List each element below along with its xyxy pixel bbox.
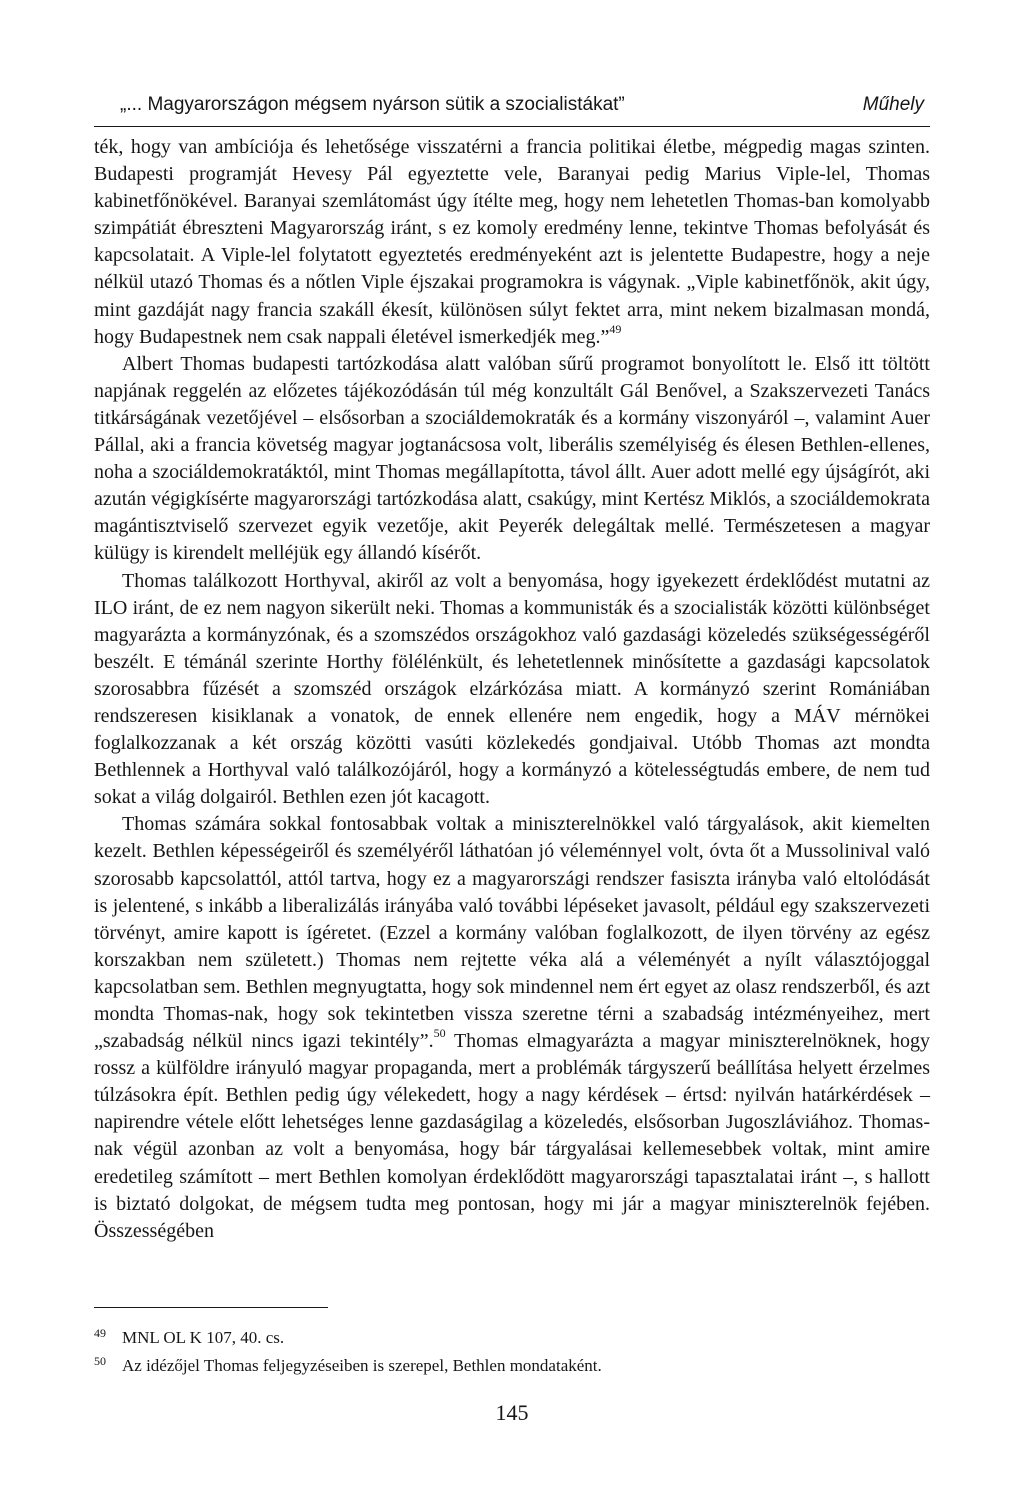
paragraph-text: Thomas számára sokkal fontosabbak voltak a miniszterelnökkel való tárgyalások, akit kiemelten kezelt. Bethlen képességeiről és személyéről láthatóan jó véleménnyel volt, óvta őt a Mussolinival való szorosabb kapcsolattól, attól tartva, hogy ez a magyarországi rendszer fasiszta irányba való eltolódását is jelentené, s inkább a liberalizálás irányába való további lépéseket javasolt, például egy szakszervezeti törvényt, amire kapott is ígéretet. (Ezzel a kormány valóban foglalkozott, de ilyen törvény az egész korszakban nem született.) Thomas nem rejtette véka alá a véleményét a nyílt választójoggal kapcsolatban sem. Bethlen megnyugtatta, hogy sok mindennel nem ért egyet az olasz rendszerből, és azt mondta Thomas-nak, hogy sok tekintetben vissza szeretne térni a szabadság intézményeihez, mert „szabadság nélkül nincs igazi tekintély”. (94, 813, 930, 1053)
paragraph (94, 134, 930, 351)
running-header (94, 94, 930, 127)
footnote-divider (94, 1307, 328, 1308)
footnote-number: 49 (94, 1326, 106, 1340)
paragraph-text: ték, hogy van ambíciója és lehetősége visszatérni a francia politikai életbe, mégpedig magas szinten. Budapesti programját Hevesy Pál egyeztette vele, Baranyai pedig Marius Viple-lel, Thomas kabinetfőnökével. Baranyai szemlátomást úgy ítélte meg, hogy nem lehetetlen Thomas-ban komolyabb szimpátiát ébreszteni Magyarország iránt, s ez komoly eredmény lenne, tekintve Thomas befolyását és kapcsolatait. A Viple-lel folytatott egyeztetés eredményeként azt is jelentette Budapestre, hogy a neje nélkül utazó Thomas és a nőtlen Viple éjszakai programokra is vágynak. „Viple kabinetfőnök, akit úgy, mint gazdáját nagy francia szakáll ékesít, különösen súlyt fektet arra, mint nekem bizalmasan mondá, hogy Budapestnek nem csak nappali életével ismerkedjék meg.” (94, 136, 930, 348)
paragraph-text-continued: Thomas elmagyarázta a magyar miniszterelnöknek, hogy rossz a külföldre irányuló magyar propaganda, mert a problémák tárgyszerű beállítása helyett érzelmes túlzásokra épít. Bethlen pedig úgy vélekedett, hogy a nagy kérdések – értsd: nyilván határkérdések – napirendre vétele előtt lehetséges lenne gazdaságilag a közeledés, elsősorban Jugoszláviához. Thomas-nak végül azonban az volt a benyomása, hogy bár tárgyalásai kellemesebbek voltak, mint amire eredetileg számított – mert Bethlen komolyan érdeklődött magyarországi tapasztalatai iránt –, s hallott is biztató dolgokat, de mégsem tudta meg pontosan, hogy mi jár a magyar miniszterelnök fejében. Összességében (94, 1030, 931, 1242)
footnote-text: MNL OL K 107, 40. cs. (122, 1328, 285, 1347)
running-title: „... Magyarországon mégsem nyárson sütik a szocialistákat” (120, 94, 625, 115)
footnote-text: Az idézőjel Thomas feljegyzéseiben is szerepel, Bethlen mondataként. (122, 1356, 602, 1375)
page-number: 145 (495, 1400, 529, 1425)
paragraph-text: Thomas találkozott Horthyval, akiről az volt a benyomása, hogy igyekezett érdeklődést mutatni az ILO iránt, de ez nem nagyon sikerült neki. Thomas a kommunisták és a szocialisták közötti különbséget magyarázta a kormányzónak, és a szomszédos országokhoz való gazdasági közeledés szükségességéről beszélt. E témánál szerinte Horthy fölélénkült, és lehetetlennek minősítette a gazdasági kapcsolatok szorosabbra fűzését a szomszéd országok elzárkózása miatt. A kormányzó szerint Romániában rendszeresen kisiklanak a vonatok, de ennek ellenére nem engedik, hogy a MÁV mérnökei foglalkozzanak a két ország közötti vasúti közlekedés gondjaival. Utóbb Thomas azt mondta Bethlennek a Horthyval való találkozójáról, hogy a kormányzó a kötelességtudás embere, de nem tud sokat a világ dolgairól. Bethlen ezen jót kacagott. (94, 569, 930, 809)
paragraph-text: Albert Thomas budapesti tartózkodása alatt valóban sűrű programot bonyolított le. Első itt töltött napjának reggelén az előzetes tájékozódásán túl még konzultált Gál Benővel, a Szakszervezeti Tanács titkárságának vezetőjével – elsősorban a szociáldemokraták és a kormány viszonyáról –, valamint Auer Pállal, aki a francia követség magyar jogtanácsosa volt, liberális személyiség és élesen Bethlen-ellenes, noha a szociáldemokratáktól, mint Thomas megállapította, távol állt. Auer adott mellé egy újságírót, aki azután végigkísérte magyarországi tartózkodása alatt, csakúgy, mint Kertész Miklós, a szociáldemokrata magántisztviselő szervezet egyik vezetője, akit Peyerék delegáltak mellé. Természetesen a magyar külügy is kirendelt melléjük egy állandó kísérőt. (94, 352, 930, 565)
footnote-reference: 49 (609, 322, 622, 336)
footnote-reference: 50 (433, 1026, 446, 1041)
footnote (94, 1324, 930, 1352)
paragraph (94, 811, 930, 1245)
footnote-number: 50 (94, 1354, 106, 1368)
paragraph (94, 351, 930, 568)
section-title: Műhely (862, 94, 924, 115)
footnotes (94, 1324, 930, 1380)
paragraph (94, 568, 930, 812)
footnote (94, 1352, 930, 1380)
body-text (94, 134, 930, 1245)
